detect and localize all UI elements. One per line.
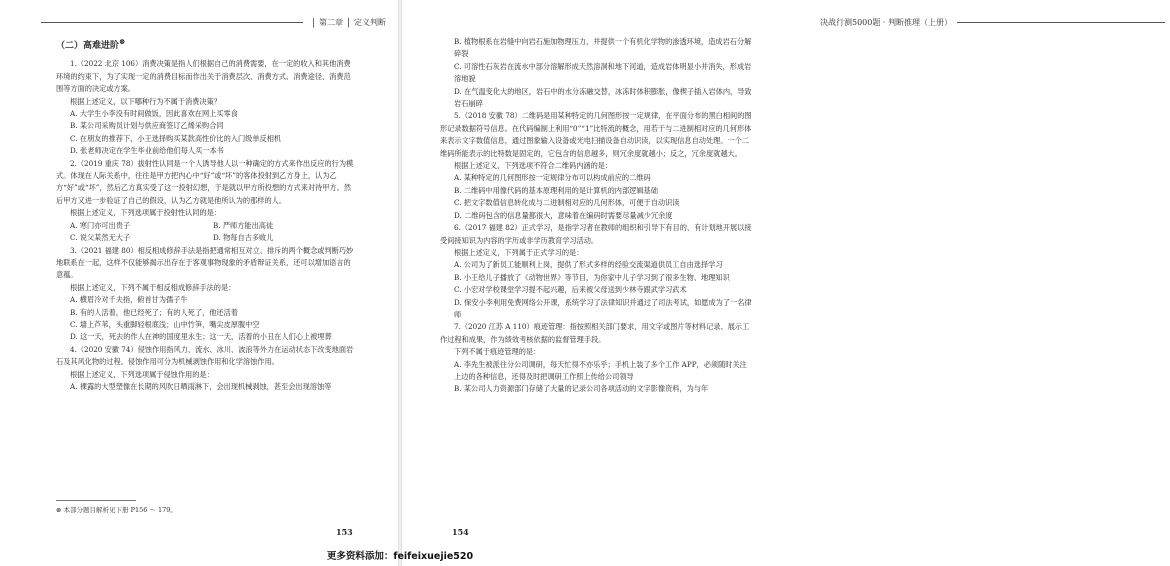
answer-option: D. 在气温变化大的地区，岩石中的水分冻融交替，冰冻时体积膨胀，像楔子插入岩体内，导致岩石崩碎 bbox=[454, 86, 752, 109]
promo-banner: 更多资料添加：feifeixuejie520 bbox=[326, 551, 474, 562]
header-book-title: 决战行测5000题 · 判断推理（上册） bbox=[820, 18, 952, 27]
answer-option: B. 植物根系在岩缝中向岩石施加物理压力，并提供一个有机化学物的渗透环境，造成岩石分解碎裂 bbox=[454, 37, 752, 59]
paragraph: 3.（2021 福建 80）相反相成修辞手法是指把通常相互对立、排斥的两个概念或判断巧妙地联系在一起，这样不仅能够揭示出存在于客观事物现象的矛盾辩证关系，还可以增加语言的意蕴。 bbox=[56, 245, 354, 280]
answer-option: C. 小宏对学校课堂学习提不起兴趣，后来被父母送到少林寺跟武学习武术 bbox=[454, 285, 687, 295]
answer-option: D. 保安小李利用免费网络公开课，系统学习了法律知识并通过了司法考试，如愿成为了一名律师 bbox=[454, 297, 752, 319]
answer-option: A. 横眉冷对千夫指，俯首甘为孺子牛 bbox=[70, 295, 188, 305]
footnote: ⊗ 本部分题目解析见下册 P156 ～ 179。 bbox=[56, 506, 177, 514]
page-number-right: 154 bbox=[452, 527, 469, 537]
paragraph: 5.（2018 安徽 78）二维码是用某种特定的几何图形按一定规律，在平面分布的黑白相间的图形记录数据符号信息。在代码编制上利用“0”“1”比特流的概念，用若干与二进制相对应的几何形体来表示文字数值信息，通过图象输入设备或光电扫描设备自动识读，以实现信息自动处理。一个二维码所能表示的比特数是固定的，它包含的信息越多，则冗余度就越小；反之，冗余度就越大。 bbox=[440, 111, 752, 158]
right-content-column bbox=[440, 36, 752, 396]
answer-option: A. 裸露的大型塑像在长期的风吹日晒雨淋下，会出现机械剥蚀，甚至会出现溶蚀等 bbox=[70, 381, 332, 391]
answer-option: B. 某公司采购员计划与供应商签订乙烯采购合同 bbox=[70, 121, 224, 131]
answer-option: B. 某公司人力资源部门存储了大量的记录公司各项活动的文字影像资料，为与年 bbox=[454, 384, 709, 394]
header-rule bbox=[957, 22, 1165, 23]
header-section: 定义判断 bbox=[354, 18, 386, 27]
left-running-header bbox=[36, 16, 386, 29]
header-rule bbox=[41, 22, 303, 23]
answer-option: B. 小王给儿子播放了《动物世界》等节目，为你家中儿子学习到了很多生物、地理知识 bbox=[454, 272, 730, 282]
header-separator: | bbox=[311, 17, 315, 28]
paragraph: 根据上述定义，下列不属于相反相成修辞手法的是： bbox=[70, 282, 236, 292]
header-separator: | bbox=[346, 17, 350, 28]
paragraph: 根据上述定义，下列选项属于投射性认同的是： bbox=[70, 208, 221, 218]
paragraph: 根据上述定义，以下哪种行为不属于消费决策？ bbox=[70, 96, 221, 106]
answer-option: B. 有的人活着，他已经死了；有的人死了，他还活着 bbox=[70, 307, 238, 317]
option-text: B. 严师方能出高徒 bbox=[213, 220, 274, 230]
paragraph: 根据上述定义，下列选项不符合二维码内涵的是： bbox=[454, 161, 613, 171]
paragraph: 6.（2017 福建 82）正式学习，是指学习者在教师的组织和引导下有目的、有计划地开展以接受间接知识为内容的学历或非学历教育学习活动。 bbox=[440, 223, 752, 245]
paragraph: 根据上述定义，下列属于正式学习的是： bbox=[454, 247, 584, 257]
answer-option: C. 可溶性石灰岩在流水中部分溶解形成天然溶洞和地下河道，造成岩体明显小并消失，形成岩溶地貌 bbox=[454, 61, 752, 84]
answer-option: A. 某种特定的几何图形按一定规律分布可以构成前应的二维码 bbox=[454, 173, 651, 183]
page-number-left: 153 bbox=[336, 527, 353, 537]
answer-option: C. 把文字数值信息转化成与二进制相对应的几何形体，可便于自动识读 bbox=[454, 198, 680, 208]
right-running-header bbox=[820, 16, 1170, 29]
answer-option: A. 李先生被派往分公司调研，每天忙得不亦乐乎；手机上装了多个工作 APP，必须随时关注上边的各种信息，还得及时把调研工作照上传给公司领导 bbox=[454, 359, 747, 381]
answer-option: C. 在朋友的推荐下，小王选择购买某款高性价比的入门级单反相机 bbox=[70, 133, 282, 143]
header-chapter: 第二章 bbox=[318, 18, 343, 27]
answer-option: A. 公司为了新员工能顺利上岗，提供了形式多样的经验交流渠道供员工自由选择学习 bbox=[454, 260, 723, 270]
answer-option: B. 二维码中用像代码的基本原理利用的是计算机的内部逻辑基础 bbox=[454, 185, 658, 195]
left-page bbox=[0, 0, 400, 566]
answer-option: D. 二维码包含的信息量都很大，意味着在编码时需要尽量减少冗余度 bbox=[454, 210, 673, 220]
answer-option: D. 张老师决定在学生毕业前给他们每人买一本书 bbox=[70, 146, 224, 156]
paragraph: 2.（2019 重庆 78）拔射性认同是一个人诱导他人以一种确定的方式来作出反应的行为模式。体现在人际关系中，往往是甲方把内心中“好”或“坏”的客体投射到乙方身上，认为乙方“好”或“坏”，然后乙方真实受了这一投射幻想，于是就以甲方所投想的方式来对待甲方。然后甲方又进一步验证了自己的假设，认为乙方就是他所认为的那样的人。 bbox=[56, 158, 354, 205]
option-text: A. 寒门亦可出贵子 bbox=[70, 220, 131, 230]
paragraph: 根据上述定义，下列选项属于侵蚀作用的是： bbox=[70, 369, 214, 379]
footnote-rule bbox=[56, 500, 136, 501]
paragraph: 1.（2022 北京 106）消费决策是指人们根据自己的消费需要，在一定的收入和其他消费环境的约束下，为了实现一定的消费目标而作出关于消费层次、消费方式、消费途径、消费范围等方面的决定或方案。 bbox=[56, 59, 351, 94]
left-content-column bbox=[56, 36, 356, 393]
answer-option: A. 大学生小李没有时间做饭，因此喜欢在网上买零食 bbox=[70, 109, 238, 119]
right-page bbox=[400, 0, 952, 566]
option-text: D. 物每自古多败儿 bbox=[213, 233, 274, 243]
section-title-text: （二）高难进阶 bbox=[56, 41, 120, 51]
paragraph: 4.（2020 安徽 74）侵蚀作用指风力、流水、冰川、波浪等外力在运动状态下改变地面岩石及其风化物的过程。侵蚀作用可分为机械剥蚀作用和化学溶蚀作用。 bbox=[56, 344, 354, 367]
option-row bbox=[56, 232, 356, 244]
answer-option: C. 墙上芦苇，头重脚轻根底浅；山中竹笋，嘴尖皮厚腹中空 bbox=[70, 319, 260, 329]
paragraph: 下列不属于痕迹管理的是： bbox=[454, 347, 541, 357]
option-row bbox=[56, 220, 356, 232]
paragraph: 7.（2020 江苏 A 110）痕迹管理：指按照相关部门要求，用文字或图片等材料记录、展示工作过程和成果，作为绩效考核依据的监督管理手段。 bbox=[440, 322, 750, 344]
answer-option: D. 这一天，死去的作人在神的国度里永生；这一天，活着的小丑在人们心上被埋葬 bbox=[70, 332, 332, 342]
section-title bbox=[56, 36, 356, 52]
option-text: C. 说父某然无大子 bbox=[70, 233, 131, 243]
section-footnote-mark: ⊗ bbox=[119, 37, 126, 46]
